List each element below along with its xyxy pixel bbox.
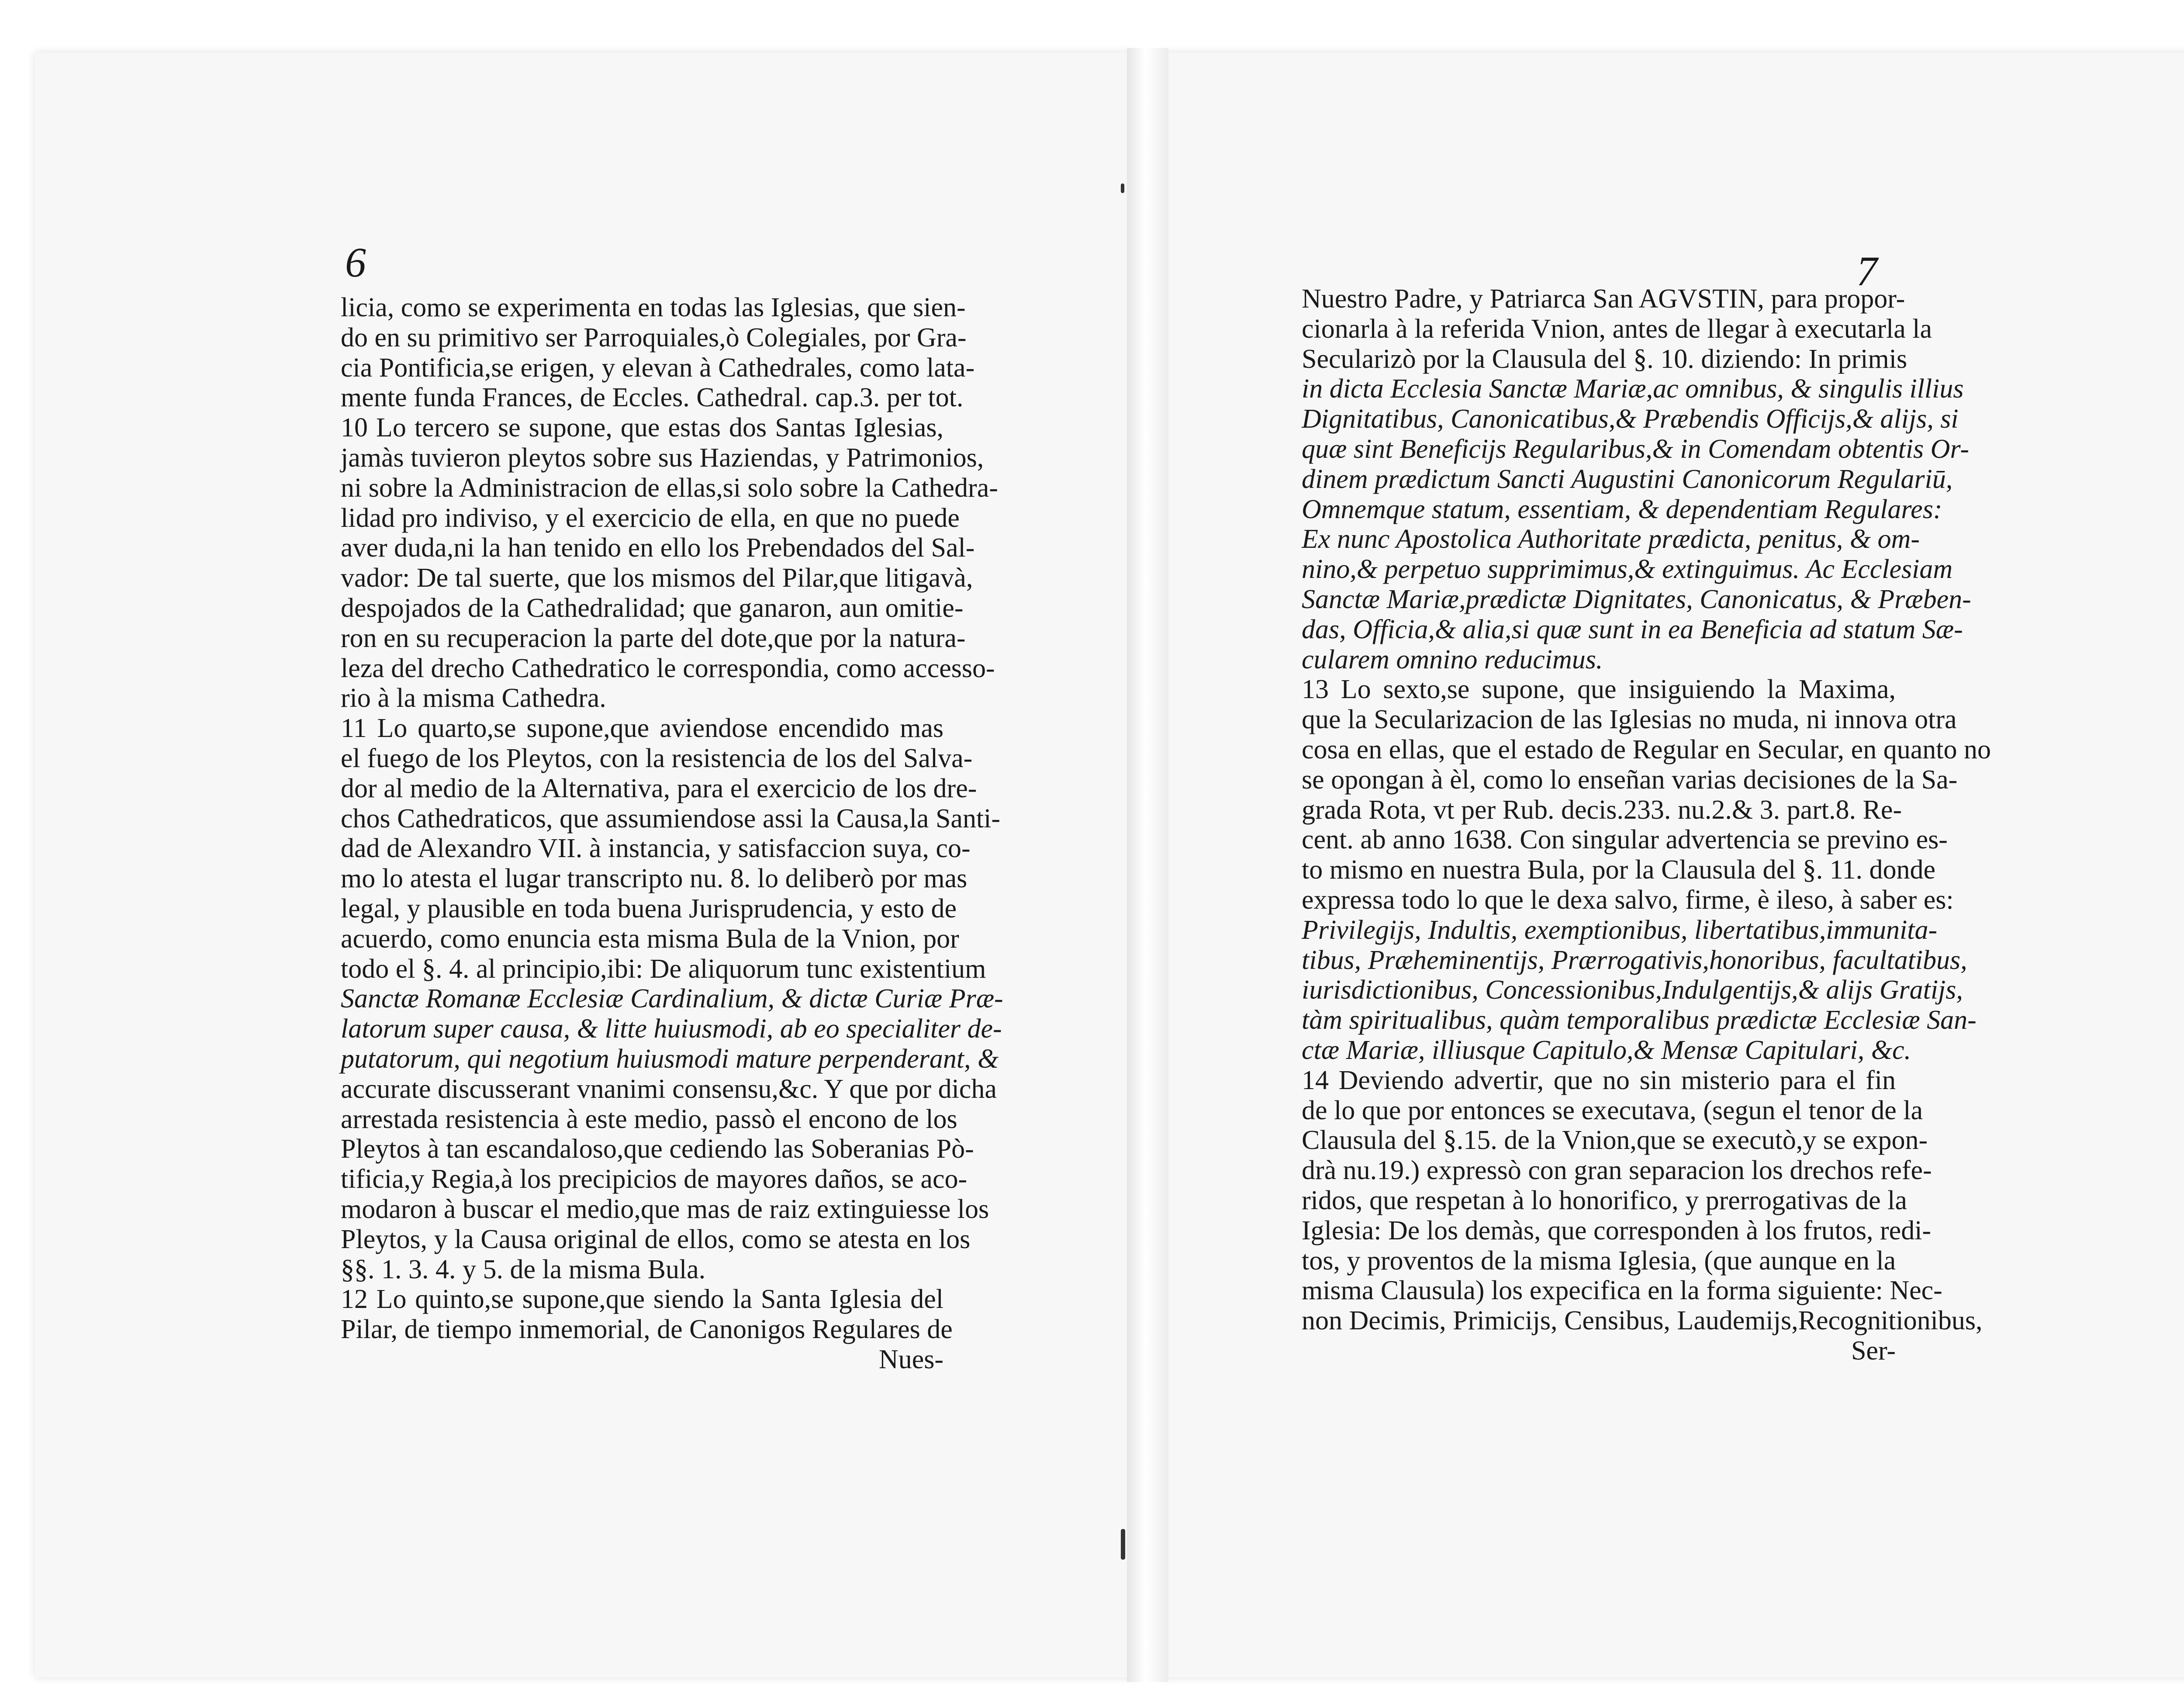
text-line: Iglesia: De los demàs, que corresponden à los frutos, redi- [1302, 1215, 1932, 1245]
text-line: tos, y proventos de la misma Iglesia, (que aunque en la [1302, 1245, 1896, 1276]
text-line: cia Pontificia,se erigen, y elevan à Cathedrales, como lata- [341, 353, 975, 383]
text-line: iurisdictionibus, Concessionibus,Indulgentijs,& alijs Gratijs, [1302, 975, 1963, 1005]
text-line: cularem omnino reducimus. [1302, 644, 1603, 675]
text-line: el fuego de los Pleytos, con la resistencia de los del Salva- [341, 743, 973, 773]
text-line: misma Clausula) los expecifica en la forma siguiente: Nec- [1302, 1276, 1942, 1306]
text-line: despojados de la Cathedralidad; que ganaron, aun omitie- [341, 593, 964, 623]
text-line: ridos, que respetan à lo honorifico, y prerrogativas de la [1302, 1185, 1907, 1215]
text-line: cionarla à la referida Vnion, antes de llegar à executarla la [1302, 314, 1932, 344]
text-line: Sanctæ Romanæ Ecclesiæ Cardinalium, & dictæ Curiæ Præ- [341, 984, 1003, 1014]
left-text-column [341, 293, 1003, 1375]
text-line: que la Secularizacion de las Iglesias no muda, ni innova otra [1302, 705, 1957, 735]
text-line: 11 Lo quarto,se supone,que aviendose encendido mas [341, 713, 943, 744]
text-line: quæ sint Beneficijs Regularibus,& in Comendam obtentis Or- [1302, 434, 1969, 464]
book-gutter [1127, 48, 1168, 1682]
text-line: ctæ Mariæ, illiusque Capitulo,& Mensæ Capitulari, &c. [1302, 1035, 1911, 1065]
text-line: tibus, Præheminentijs, Prærrogativis,honoribus, facultatibus, [1302, 945, 1967, 975]
right-text-column [1302, 284, 1991, 1366]
text-line: tàm spiritualibus, quàm temporalibus prædictæ Ecclesiæ San- [1302, 1005, 1977, 1035]
text-line: Ex nunc Apostolica Authoritate prædicta, penitus, & om- [1302, 524, 1920, 554]
text-line: arrestada resistencia à este medio, passò el encono de los [341, 1104, 957, 1134]
text-line: legal, y plausible en toda buena Jurisprudencia, y esto de [341, 893, 957, 924]
text-line: Secularizò por la Clausula del §. 10. diziendo: In primis [1302, 344, 1908, 374]
text-line: 13 Lo sexto,se supone, que insiguiendo la Maxima, [1302, 675, 1896, 705]
text-line: modaron à buscar el medio,que mas de raiz extinguiesse los [341, 1194, 989, 1224]
text-line: Pleytos à tan escandaloso,que cediendo las Soberanias Pò- [341, 1134, 974, 1164]
text-line: grada Rota, vt per Rub. decis.233. nu.2.& 3. part.8. Re- [1302, 795, 1902, 825]
text-line: Nuestro Padre, y Patriarca San AGVSTIN, para propor- [1302, 284, 1905, 314]
text-line: rio à la misma Cathedra. [341, 683, 606, 713]
text-line: Privilegijs, Indultis, exemptionibus, libertatibus,immunita- [1302, 915, 1938, 945]
text-line: licia, como se experimenta en todas las Iglesias, que sien- [341, 293, 966, 322]
text-line: 12 Lo quinto,se supone,que siendo la Santa Iglesia del [341, 1284, 943, 1315]
text-line: do en su primitivo ser Parroquiales,ò Colegiales, por Gra- [341, 322, 967, 353]
text-line: non Decimis, Primicijs, Censibus, Laudemijs,Recognitionibus, [1302, 1306, 1983, 1336]
text-line: Sanctæ Mariæ,prædictæ Dignitates, Canonicatus, & Præben- [1302, 584, 1971, 614]
catchword: Nues- [878, 1344, 943, 1374]
text-line: latorum super causa, & litte huiusmodi, ab eo specialiter de- [341, 1014, 1002, 1044]
page-number: 7 [1856, 248, 1877, 294]
text-line: Pleytos, y la Causa original de ellos, como se atesta en los [341, 1224, 971, 1254]
text-line: das, Officia,& alia,si quæ sunt in ea Beneficia ad statum Sæ- [1302, 614, 1963, 644]
text-line: dinem prædictum Sancti Augustini Canonicorum Regulariū, [1302, 464, 1953, 494]
binding-mark [1121, 1529, 1125, 1560]
text-line: mente funda Frances, de Eccles. Cathedral. cap.3. per tot. [341, 383, 964, 413]
text-line: acuerdo, como enuncia esta misma Bula de la Vnion, por [341, 924, 959, 954]
text-line: putatorum, qui negotium huiusmodi mature perpenderant, & [341, 1044, 999, 1074]
text-line: §§. 1. 3. 4. y 5. de la misma Bula. [341, 1254, 706, 1284]
text-line: Omnemque statum, essentiam, & dependentiam Regulares: [1302, 494, 1942, 524]
text-line: leza del drecho Cathedratico le correspondia, como accesso- [341, 653, 995, 683]
text-line: mo lo atesta el lugar transcripto nu. 8. lo deliberò por mas [341, 864, 968, 894]
text-line: accurate discusserant vnanimi consensu,&c. Y que por dicha [341, 1074, 997, 1104]
text-line: Pilar, de tiempo inmemorial, de Canonigos Regulares de [341, 1315, 953, 1345]
binding-mark [1121, 183, 1124, 193]
text-line: 14 Deviendo advertir, que no sin misterio para el fin [1302, 1065, 1896, 1095]
text-line: tificia,y Regia,à los precipicios de mayores daños, se aco- [341, 1164, 968, 1194]
text-line: lidad pro indiviso, y el exercicio de ella, en que no puede [341, 503, 960, 533]
text-line: vador: De tal suerte, que los mismos del Pilar,que litigavà, [341, 563, 973, 593]
text-line: cosa en ellas, que el estado de Regular en Secular, en quanto no [1302, 734, 1991, 765]
text-line: drà nu.19.) expressò con gran separacion los drechos refe- [1302, 1155, 1932, 1186]
text-line: se opongan à èl, como lo enseñan varias decisiones de la Sa- [1302, 765, 1958, 795]
text-line: jamàs tuvieron pleytos sobre sus Haziendas, y Patrimonios, [341, 443, 984, 473]
text-line: chos Cathedraticos, que assumiendose assi la Causa,la Santi- [341, 803, 1001, 834]
text-line: nino,& perpetuo supprimimus,& extinguimus. Ac Ecclesiam [1302, 554, 1953, 585]
text-line: dad de Alexandro VII. à instancia, y satisfaccion suya, co- [341, 834, 971, 864]
text-line: ni sobre la Administracion de ellas,si solo sobre la Cathedra- [341, 473, 998, 503]
page-number: 6 [345, 239, 366, 286]
text-line: cent. ab anno 1638. Con singular advertencia se previno es- [1302, 825, 1948, 855]
text-line: ron en su recuperacion la parte del dote,que por la natura- [341, 623, 966, 653]
text-line: dor al medio de la Alternativa, para el exercicio de los dre- [341, 773, 977, 803]
text-line: Dignitatibus, Canonicatibus,& Præbendis Officijs,& alijs, si [1302, 404, 1959, 434]
text-line: to mismo en nuestra Bula, por la Clausula del §. 11. donde [1302, 855, 1936, 885]
text-line: in dicta Ecclesia Sanctæ Mariæ,ac omnibus, & singulis illius [1302, 374, 1964, 404]
text-line: Clausula del §.15. de la Vnion,que se executò,y se expon- [1302, 1125, 1928, 1155]
text-line: expressa todo lo que le dexa salvo, firme, è ileso, à saber es: [1302, 885, 1954, 915]
text-line: aver duda,ni la han tenido en ello los Prebendados del Sal- [341, 533, 975, 563]
text-line: de lo que por entonces se executava, (segun el tenor de la [1302, 1095, 1923, 1125]
text-line: 10 Lo tercero se supone, que estas dos Santas Iglesias, [341, 413, 943, 443]
catchword: Ser- [1851, 1335, 1896, 1366]
text-line: todo el §. 4. al principio,ibi: De aliquorum tunc existentium [341, 954, 986, 984]
